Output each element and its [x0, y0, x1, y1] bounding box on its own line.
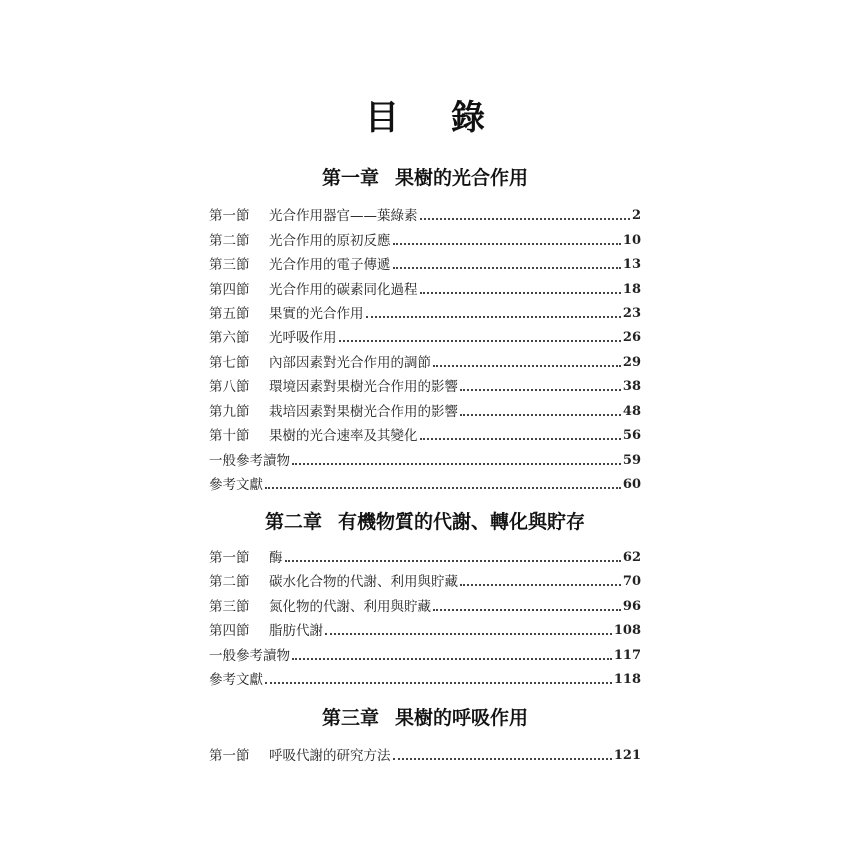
toc-entry[interactable] — [209, 352, 641, 372]
section-title: 一般參考讀物 — [209, 648, 290, 664]
section-number: 第二節 — [209, 233, 250, 249]
section-title: 果樹的光合速率及其變化 — [269, 428, 418, 444]
chapter-number: 第一章 — [321, 167, 379, 189]
dot-leader — [366, 316, 621, 318]
section-number: 第四節 — [209, 623, 250, 639]
page-number: 59 — [622, 453, 641, 468]
section-title: 參考文獻 — [209, 477, 263, 493]
page-number: 108 — [613, 623, 641, 638]
section-title: 光呼吸作用 — [269, 330, 337, 346]
section-number: 第一節 — [209, 550, 250, 566]
toc-entry[interactable] — [209, 547, 641, 567]
dot-leader — [265, 682, 612, 684]
page-number: 29 — [622, 355, 641, 370]
dot-leader — [265, 487, 621, 489]
section-title: 果實的光合作用 — [269, 306, 364, 322]
section-number: 第三節 — [209, 257, 250, 273]
page-number: 48 — [622, 404, 641, 419]
page-number: 56 — [622, 428, 641, 443]
page-number: 70 — [622, 574, 641, 589]
dot-leader — [460, 389, 621, 391]
section-title: 酶 — [269, 550, 283, 566]
dot-leader — [420, 438, 621, 440]
page-number: 38 — [622, 379, 641, 394]
dot-leader — [460, 414, 621, 416]
section-title: 參考文獻 — [209, 672, 263, 688]
section-number: 第十節 — [209, 428, 250, 444]
toc-entry[interactable] — [209, 425, 641, 445]
section-number: 第三節 — [209, 599, 250, 615]
dot-leader — [433, 609, 621, 611]
section-number: 第一節 — [209, 748, 250, 764]
toc-title — [0, 98, 850, 138]
dot-leader — [393, 758, 612, 760]
section-number: 第六節 — [209, 330, 250, 346]
dot-leader — [393, 267, 621, 269]
dot-leader — [393, 243, 621, 245]
chapter-number: 第二章 — [264, 511, 322, 533]
chapter-3-heading — [0, 706, 850, 730]
chapter-title: 果樹的光合作用 — [395, 167, 529, 189]
dot-leader — [420, 218, 630, 220]
toc-title-char-1: 目 — [365, 98, 399, 138]
page-number: 96 — [622, 599, 641, 614]
section-number: 第七節 — [209, 355, 250, 371]
chapter-number: 第三章 — [321, 707, 379, 729]
page-number: 117 — [613, 648, 641, 663]
page-number: 18 — [622, 282, 641, 297]
chapter-title: 有機物質的代謝、轉化與貯存 — [338, 511, 586, 533]
toc-entry[interactable] — [209, 645, 641, 665]
dot-leader — [292, 463, 621, 465]
section-number: 第一節 — [209, 208, 250, 224]
section-number: 第五節 — [209, 306, 250, 322]
toc-entry[interactable] — [209, 254, 641, 274]
toc-entry[interactable] — [209, 327, 641, 347]
toc-entry[interactable] — [209, 669, 641, 689]
chapter-title: 果樹的呼吸作用 — [395, 707, 529, 729]
toc-entry[interactable] — [209, 745, 641, 765]
section-title: 光合作用器官——葉綠素 — [269, 208, 418, 224]
page-number: 23 — [622, 306, 641, 321]
toc-entry[interactable] — [209, 230, 641, 250]
dot-leader — [420, 292, 621, 294]
toc-entry[interactable] — [209, 401, 641, 421]
section-title: 環境因素對果樹光合作用的影響 — [269, 379, 458, 395]
toc-entry[interactable] — [209, 279, 641, 299]
section-title: 一般參考讀物 — [209, 453, 290, 469]
toc-title-char-2: 錄 — [451, 98, 485, 138]
dot-leader — [433, 365, 621, 367]
toc-entry[interactable] — [209, 474, 641, 494]
section-number: 第二節 — [209, 574, 250, 590]
page-number: 60 — [622, 477, 641, 492]
dot-leader — [325, 633, 612, 635]
toc-entry[interactable] — [209, 303, 641, 323]
section-number: 第八節 — [209, 379, 250, 395]
section-title: 栽培因素對果樹光合作用的影響 — [269, 404, 458, 420]
toc-entry[interactable] — [209, 450, 641, 470]
section-number: 第九節 — [209, 404, 250, 420]
section-title: 碳水化合物的代謝、利用與貯藏 — [269, 574, 458, 590]
page-number: 13 — [622, 257, 641, 272]
page-number: 26 — [622, 330, 641, 345]
toc-entry[interactable] — [209, 205, 641, 225]
section-number: 第四節 — [209, 282, 250, 298]
chapter-1-heading — [0, 166, 850, 190]
section-title: 光合作用的電子傳遞 — [269, 257, 391, 273]
section-title: 氮化物的代謝、利用與貯藏 — [269, 599, 431, 615]
dot-leader — [292, 658, 612, 660]
page-number: 118 — [613, 672, 641, 687]
toc-entry[interactable] — [209, 571, 641, 591]
toc-entry[interactable] — [209, 376, 641, 396]
page-number: 121 — [613, 748, 641, 763]
page-number: 62 — [622, 550, 641, 565]
section-title: 呼吸代謝的研究方法 — [269, 748, 391, 764]
dot-leader — [285, 560, 621, 562]
section-title: 光合作用的碳素同化過程 — [269, 282, 418, 298]
toc-entry[interactable] — [209, 596, 641, 616]
page-number: 10 — [622, 233, 641, 248]
dot-leader — [460, 584, 621, 586]
section-title: 脂肪代謝 — [269, 623, 323, 639]
dot-leader — [339, 340, 621, 342]
toc-entry[interactable] — [209, 620, 641, 640]
section-title: 光合作用的原初反應 — [269, 233, 391, 249]
page-number: 2 — [631, 208, 641, 223]
section-title: 內部因素對光合作用的調節 — [269, 355, 431, 371]
chapter-2-heading — [0, 510, 850, 534]
